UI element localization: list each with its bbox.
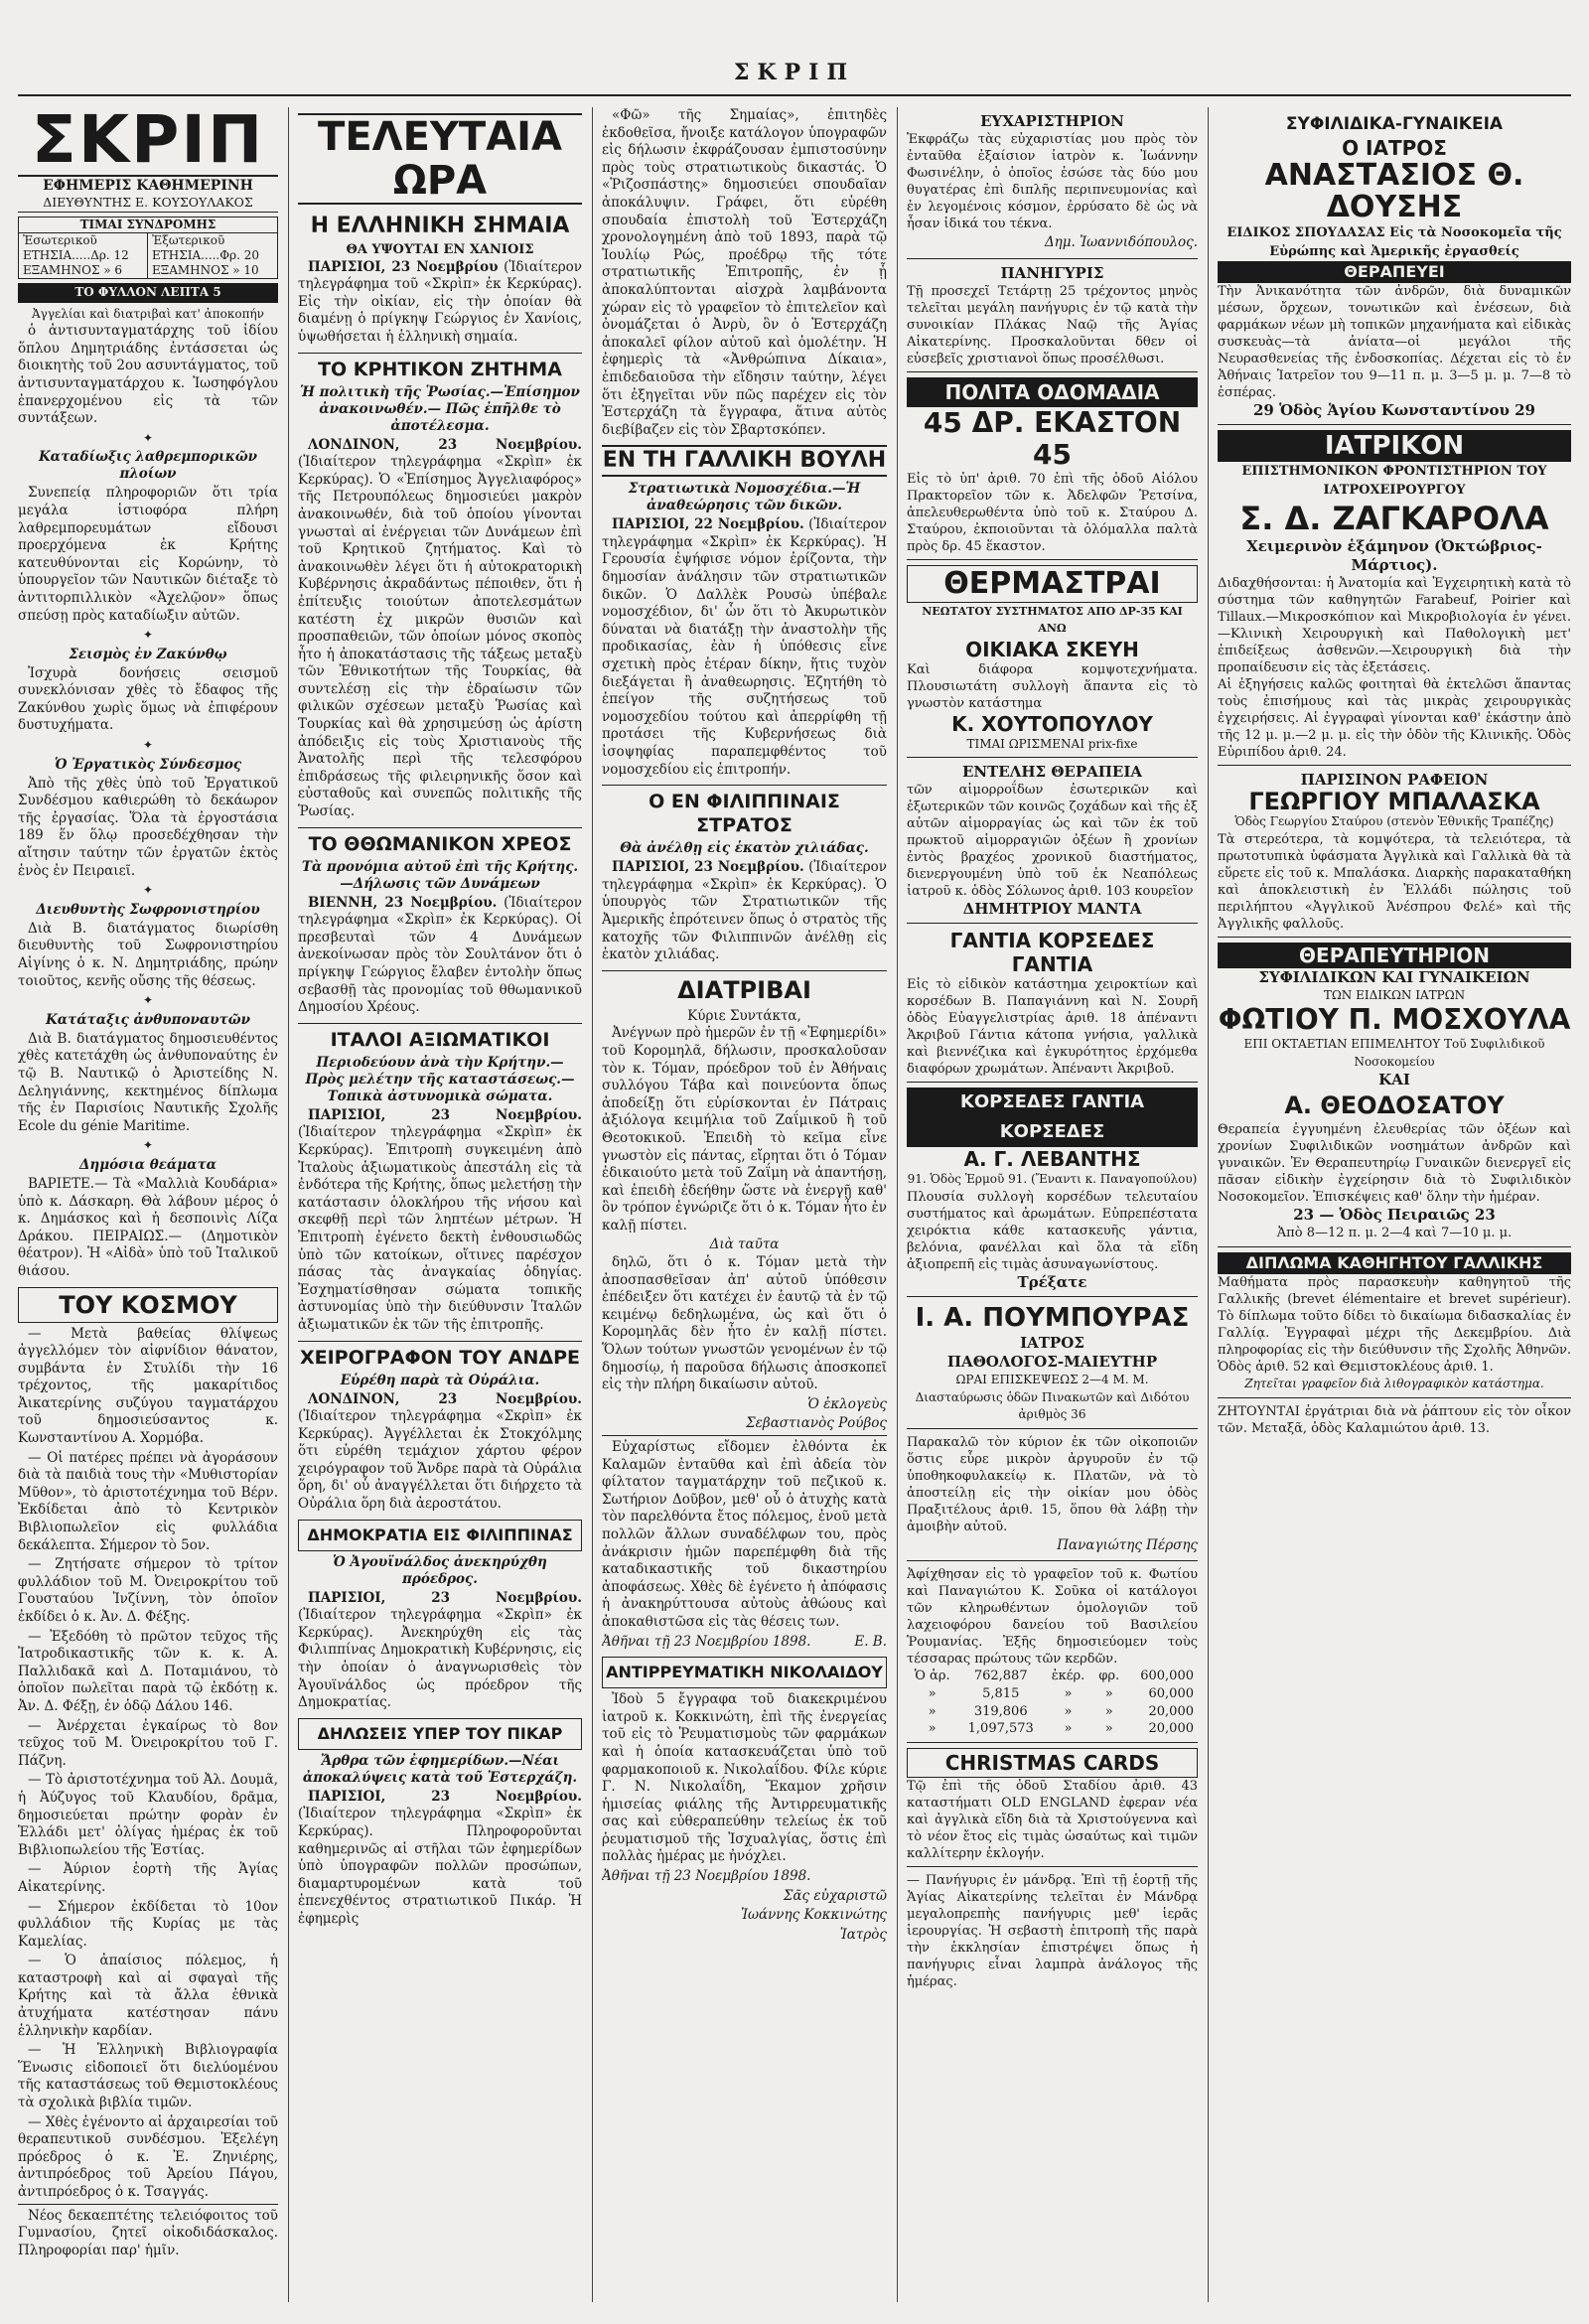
ad-heading: Ι. Α. ΠΟΥΜΠΟΥΡΑΣ bbox=[915, 1302, 1190, 1333]
article-heading: Κατάταξις ἀνθυποναυτῶν bbox=[46, 1011, 250, 1028]
news-item: — Ἀύριον ἑορτὴ τῆς Ἁγίας Αἰκατερίνης. bbox=[18, 1861, 278, 1895]
article-text: Εὐχαρίστως εἴδομεν ἐλθόντα ἐκ Καλαμῶν ἐνταῦθα καὶ ἐπὶ ἀδεία τὸν φίλτατον ταγματάρχην τοῦ πεζικοῦ κ. Σωτήριον Δοῦβον, μεθ' οὗ ὁ ἀτυχὴς κατὰ τὸν παρελθόντα ἔτος πόλεμος, ἐνοῦ μετὰ πολλῶν ἄλλων συναδέλφων του, πρὸς ἀνάκρισιν ἡμῶν παρεπέμφθη διὰ τῆς καταδικαστικῆς τοῦ δικαστηρίου ἀποφάσεως. Χθὲς δὲ ἐγένετο ἡ ἀπόφασις ἡ ἀνακηρύττουσα αὐτοὺς ἀθώους καὶ ἀποκαθιστῶσα εἰς τὰς θέσεις των. bbox=[602, 1435, 887, 1632]
table-cell: » bbox=[928, 1685, 937, 1701]
article-heading: ΔΗΛΩΣΕΙΣ ΥΠΕΡ ΤΟΥ ΠΙΚΑΡ bbox=[298, 1718, 582, 1750]
article-text: (Ἰδιαίτερον τηλεγράφημα «Σκρὶπ» ἐκ Κερκύρας). Ἐπιτροπὴ συγκειμένη ἀπὸ Ἰταλοὺς ἀξιωματικοὺς ἀπεστάλη εἰς τὰ ἐνδότερα τῆς Κρήτης, ὅπως μελετήσῃ τὴν κατάστασιν ὁλοκλήρου τῆς νήσου καὶ σκεφθῇ περὶ τῶν ληπτέων μέτρων. Ἡ Ἐπιτροπὴ ἐγένετο δεκτὴ ἐνθουσιωδῶς ὑπὸ τῶν κατοίκων, οἵτινες παρέσχον πάσας τὰς ἀναγκαίας ὁδηγίας. Ἐσχηματίσθησαν σώματα τοπικῆς ἀστυνομίας ὑπὸ τὴν διεύθυνσιν Ἰταλῶν ἀξιωματικῶν ἐκ τῶν τῆς ἐπιτροπῆς. bbox=[298, 1124, 582, 1333]
table-cell: » bbox=[928, 1721, 937, 1737]
article-subheading: ΘΑ ΥΨΟΥΤΑΙ ΕΝ ΧΑΝΙΟΙΣ bbox=[346, 242, 534, 257]
article-heading: ΤΟ ΘΘΩΜΑΝΙΚΟΝ ΧΡΕΟΣ bbox=[298, 827, 582, 856]
news-item: — Τὸ ἀριστοτέχνημα τοῦ Ἀλ. Δουμᾶ, ἡ Ἀύζυγος τοῦ Κλαυδίου, δρᾶμα, δημοσιεύεται πρώτην φορὰν ἐν Ἑλλάδι μετ' ὀλίγας ἡμέρας ἐκ τοῦ Βιβλιοπωλείου τῆς Ἑστίας. bbox=[18, 1772, 278, 1858]
dateline: ΛΟΝΔΙΝΟΝ, 23 Νοεμβρίου. bbox=[308, 1390, 582, 1407]
column-3 bbox=[602, 107, 887, 2302]
article-text: Ἰσχυρὰ δονήσεις σεισμοῦ συνεκλόνισαν χθὲς τὸ ἔδαφος τῆς Ζακύνθου χωρὶς ὅμως νὰ ἐπιφέρουν δυστυχήματα. bbox=[18, 664, 278, 734]
news-item: — Ὁ ἀπαίσιος πόλεμος, ἡ καταστροφὴ καὶ αἱ σφαγαὶ τῆς Κρήτης καὶ τὰ ἄλλα ἐθνικὰ ἀτυχήματα κατέστησαν πάνυ ἑλληνικὴν καρδίαν. bbox=[18, 1953, 278, 2039]
signature: Ε. Β. bbox=[854, 1633, 887, 1650]
table-cell: ἐκέρ. bbox=[1051, 1669, 1085, 1684]
ad-text: Πλουσία συλλογὴ κορσέδων τελευταίου συστήματος καὶ ἀρωμάτων. Εὐπρεπέστατα χειρόκτια κάθε κατασκευῆς γάντια, βελόνια, φανέλλαι καὶ ὅλα τὰ εἴδη ἀξιοπρεπῆ εἰς τιμὰς ἀσυναγωνίστους. bbox=[907, 1189, 1198, 1272]
article-heading: ΔΗΜΟΚΡΑΤΙΑ ΕΙΣ ΦΙΛΙΠΠΙΝΑΣ bbox=[298, 1520, 582, 1551]
notice-text: Παρακαλῶ τὸν κύριον ἐκ τῶν οἰκοποιῶν ὅστις εὗρε μικρὸν ἀργυροῦν ἐν τῷ ὑποθηκοφυλακείῳ κ. Πλατῶν, νὰ τὸ ἀποστείλῃ εἰς τὴν οἰκίαν μου ὁδὸς Πραξιτέλους ἀριθ. 15, ὅπου θὰ λάβῃ τὴν ἀμοιβὴν αὐτοῦ. bbox=[907, 1434, 1198, 1534]
ad-shop-name: Κ. ΧΟΥΤΟΠΟΥΛΟΥ bbox=[951, 711, 1153, 736]
dateline: ΛΟΝΔΙΝΟΝ, 23 Νοεμβρίου. bbox=[308, 436, 582, 453]
table-cell: » bbox=[928, 1703, 937, 1719]
ad-heading: ΘΕΡΜΑΣΤΡΑΙ bbox=[907, 565, 1198, 603]
article-heading: Ο ΕΝ ΦΙΛΙΠΠΙΝΑΙΣ ΣΤΡΑΤΟΣ bbox=[602, 785, 887, 837]
ad-text: Αἱ ἐξηγήσεις καλῶς φοιτηταὶ θὰ ἐκτελῶσι ἅπαντας τοὺς ἐπισήμους καὶ τὰς μικρὰς χειρουργικὰς ἐγχειρήσεις. Αἱ ἐγγραφαὶ γίνονται καθ' ἑκάστην ἀπὸ τῆς 12 μ. μ.—2 μ. μ. εἰς τὴν ὁδὸν τῆς Κλινικῆς. Ὁδὸς Εὐριπίδου ἀριθ. 24. bbox=[1218, 677, 1571, 760]
signature-prefix: Ὁ ἐκλογεὺς bbox=[807, 1395, 887, 1412]
ad-address: 23 — Ὁδὸς Πειραιῶς 23 bbox=[1293, 1206, 1496, 1225]
table-row bbox=[907, 1668, 1198, 1685]
ad-bar: ΘΕΡΑΠΕΥΕΙ bbox=[1218, 261, 1571, 283]
column-rule bbox=[288, 107, 289, 2302]
article-subheading: Τὰ προνόμια αὐτοῦ ἐπὶ τῆς Κρήτης.—Δήλωσις τῶν Δυνάμεων bbox=[301, 858, 579, 892]
ad-name: Σ. Δ. ΖΑΓΚΑΡΟΛΑ bbox=[1239, 500, 1549, 537]
price-cell: ΕΤΗΣΙΑ.....Φρ. 20 bbox=[152, 248, 259, 262]
ad-text: Τῇ προσεχεῖ Τετάρτῃ 25 τρέχοντος μηνὸς τελεῖται μεγάλη πανήγυρις ἐν τῷ κατὰ τὴν συνοικίαν Πλάκας Ναῷ τῆς Ἁγίας Αἰκατερίνης. Προσκαλοῦνται δθεν οἱ εὐσεβεῖς χριστιανοὶ ὅπως προσέλθωσι. bbox=[907, 283, 1198, 366]
masthead-director: ΔΙΕΥΘΥΝΤΗΣ Ε. ΚΟΥΣΟΥΛΑΚΟΣ bbox=[18, 195, 278, 213]
ad-tailor bbox=[1218, 765, 1571, 937]
article-text: Ἀπὸ τῆς χθὲς ὑπὸ τοῦ Ἐργατικοῦ Συνδέσμου καθιερώθη τὸ δεκάωρον τῆς ἐργασίας. Ὅλα τὰ ἐργοστάσια 189 ἕν ὅλῳ προσεδέχθησαν τὴν αἴτησιν ταύτην τῶν ἐργατῶν ἐκτὸς ἑνὸς ἐν Πειραιεῖ. bbox=[18, 775, 278, 879]
article-text: (Ἰδιαίτερον τηλεγράφημα «Σκρὶπ» ἐκ Κερκύρας). Πληροφοροῦνται καθημερινῶς αἱ στῆλαι τῶν ἐφημερίδων ὑπὸ ὑπογραφῶν πολλῶν προσώπων, διαμαρτυρομένων κατὰ τοῦ ἐπενεχθέντος στρατιωτικοῦ Πικάρ. Ἡ ἐφημερὶς bbox=[298, 1806, 582, 1927]
article-heading: Δημόσια θεάματα bbox=[78, 1156, 217, 1173]
ad-text: Διδαχθήσονται: ἡ Ἀνατομία καὶ Ἐγχειρητικὴ κατὰ τὸ σύστημα τῶν καθηγητῶν Farabeuf, Poirier καὶ Tillaux.—Μικροσκόπιον καὶ Μικροβιολογία ἐν γένει.—Κλινικὴ Χειρουργικὴ καὶ Παθολογικὴ μετ' ἐπιδείξεως ἀσθενῶν.—Χειρουργικὴ διὰ τὴν προπαίδευσιν εἰς τὰς ἐξετάσεις. bbox=[1218, 576, 1571, 675]
article-heading: Η ΕΛΛΗΝΙΚΗ ΣΗΜΑΙΑ bbox=[310, 214, 570, 238]
article-heading: ΙΤΑΛΟΙ ΑΞΙΩΜΑΤΙΚΟΙ bbox=[298, 1023, 582, 1052]
ad-note: ΤΙΜΑΙ ΩΡΙΣΜΕΝΑΙ prix-fixe bbox=[966, 736, 1138, 751]
article-text: Συνεπείᾳ πληροφοριῶν ὅτι τρία μεγάλα ἱστιοφόρα πλήρη λαθρεμπορευμάτων εἴδουσι προερχόμενα ἐκ Κρήτης κατευθύνονται εἰς Κορώνην, τὸ ὑπουργεῖον τῶν Ναυτικῶν διέταξε τὸ ἀντιτορπιλλικὸν «Ἀχελῷον» ὅπως σπεύσῃ πρὸς καταδίωξιν αὐτῶν. bbox=[18, 485, 278, 624]
ad-address: Ὁδὸς Γεωργίου Σταύρου (στενὸν Ἐθνικῆς Τραπέζης) bbox=[1234, 814, 1554, 828]
ad-doctor-dousis bbox=[1218, 107, 1571, 424]
classified-ad: Νέος δεκαεπτέτης τελειόφοιτος τοῦ Γυμνασίου, ζητεῖ οἰκοδιδάσκαλος. Πληροφορίαι παρ' ἡμῖν. bbox=[18, 2204, 278, 2260]
ad-subheading: ΣΥΦΙΛΙΔΙΚΩΝ ΚΑΙ ΓΥΝΑΙΚΕΙΩΝ bbox=[1258, 967, 1530, 986]
dateline: ΠΑΡΙΣΙΟΙ, 23 Νοεμβρίου. bbox=[308, 1788, 582, 1805]
article-heading: ΤΟ ΚΡΗΤΙΚΟΝ ΖΗΤΗΜΑ bbox=[298, 353, 582, 381]
ad-footer: Τρέξατε bbox=[1017, 1272, 1087, 1291]
ad-panegyris bbox=[907, 258, 1198, 371]
section-heading-tou-kosmou: ΤΟΥ ΚΟΣΜΟΥ bbox=[18, 1287, 278, 1323]
table-cell: 20,000 bbox=[1148, 1721, 1194, 1737]
ad-heading: ΠΟΛΙΤΑ ΟΔΟΜΑΔΙΑ bbox=[907, 377, 1198, 407]
article-heading: Σεισμὸς ἐν Ζακύνθῳ bbox=[69, 646, 227, 662]
ad-text: Τὰ στερεότερα, τὰ κομψότερα, τὰ τελειότερα, τὰ πρωτοτυπικὰ ὑφάσματα Ἀγγλικὰ καὶ Γαλλικὰ θὰ τὰ εὕρετε εἰς τοῦ κ. Μπαλάσκα. Διαρκὴς παρακαταθήκη καὶ ἀποκλειστικὴ ἐν Ἑλλάδι πώλησις τοῦ περιλήπτου «Ἀγγλικοῦ Ἀνέσπρου Φελέ» καὶ τῆς Ἀγγλικῆς φαλλοῦς. bbox=[1218, 831, 1571, 932]
ad-corsets bbox=[907, 1082, 1198, 1296]
ad-gloves bbox=[907, 923, 1198, 1082]
star-divider: ✦ bbox=[142, 738, 154, 753]
dateline: ΠΑΡΙΣΙΟΙ, 23 Νοεμβρίου. bbox=[308, 1589, 582, 1606]
ad-specialty: ΕΙΔΙΚΟΣ ΣΠΟΥΔΑΣΑΣ Εἰς τὰ Νοσοκομεῖα τῆς Εὐρώπης καὶ Ἀμερικῆς ἐργασθείς bbox=[1227, 225, 1562, 259]
column-rule bbox=[897, 107, 898, 2302]
table-cell: » bbox=[1064, 1685, 1073, 1701]
notice-lottery bbox=[907, 1560, 1198, 1741]
masthead-subtitle: ΕΦΗΜΕΡΙΣ ΚΑΘΗΜΕΡΙΝΗ bbox=[43, 178, 253, 194]
news-item: — Οἱ πατέρες πρέπει νὰ ἀγοράσουν διὰ τὰ παιδιὰ τους τὴν «Μυθιστορίαν Μῦθον», τὸ ἀριστοτέχνημα τοῦ Βέρν. Ἐκδίδεται ἀπὸ τὸ Κεντρικὸν Βιβλιοπωλεῖον εἰς φυλλάδια δεκάλεπτα. Σήμερον τὸ 5ον. bbox=[18, 1449, 278, 1553]
ad-text: Τὴν Ἀνικανότητα τῶν ἀνδρῶν, διὰ δυναμικῶν μέσων, ὄρχεων, τονωτικῶν καὶ ἐνέσεων, διὰ φαρμάκων νέων μὴ τοπικῶν μηχανήματα καὶ εἰδικὰς συσκευὰς—τὰ ἀνίατα—οἱ μεγάλοι τῆς Νευρασθενείας τῆς ἐνδοσκοπίας. Δέχεται εἰς τὸ ἐν Ἀθήναις Ἰατρεῖον του 9—11 π. μ. 3—5 μ. μ. 7—8 τὸ ἑσπέρας. bbox=[1218, 284, 1571, 400]
news-item: — Ἡ Ἑλληνικὴ Βιβλιογραφία Ἕνωσις εἰδοποιεῖ ὅτι διελύομένου τῆς καταστάσεως τοῦ Θεμιστοκλέους τὰ σχολικὰ βιβλία τιμῶν. bbox=[18, 2042, 278, 2111]
section-heading-diatribai: ΔΙΑΤΡΙΒΑΙ bbox=[602, 970, 887, 1005]
ad-cure bbox=[907, 757, 1198, 923]
table-row bbox=[907, 1703, 1198, 1721]
issue-price-bar: ΤΟ ΦΥΛΛΟΝ ΛΕΠΤΑ 5 bbox=[18, 283, 278, 303]
notice-lost bbox=[907, 1428, 1198, 1561]
ad-conjunction: ΚΑΙ bbox=[1378, 1071, 1410, 1089]
ad-doctor-poumpouras bbox=[907, 1296, 1198, 1428]
ad-text: τῶν αἱμορροΐδων ἐσωτερικῶν καὶ ἐξωτερικῶν τῶν κοινῶς ζοχάδων καὶ τῆς ἐξ αὐτῶν αἱμορραγίας ὡς καὶ τῶν ἐκ τοῦ πρωκτοῦ αἱμορραγιῶν ὀξέων ἢ χρονίων ἐντὸς βραχέος χρονικοῦ διαστήματος, διενεργουμένη ὑπὸ τοῦ ἐκ Νεαπόλεως ἰατροῦ κ. ὁδὸς Σόλωνος ἀριθ. 103 κουρεῖον bbox=[907, 783, 1198, 900]
star-divider: ✦ bbox=[142, 628, 154, 643]
price-cell: ΕΞΑΜΗΝΟΣ » 6 bbox=[19, 263, 148, 278]
column-rule bbox=[1208, 107, 1209, 2302]
ad-name: ΔΗΜΗΤΡΙΟΥ ΜΑΝΤΑ bbox=[962, 900, 1142, 919]
article-heading: Ὁ Ἐργατικὸς Σύνδεσμος bbox=[54, 756, 242, 773]
ad-shop-name: Α. Γ. ΛΕΒΑΝΤΗΣ bbox=[963, 1147, 1141, 1172]
news-item: — Μετὰ βαθείας θλίψεως ἀγγελλόμεν τὸν αἰφνίδιον θάνατον, συμβάντα ἐν Στυλίδι τὴν 16 τρέχοντος, τῆς μακαρίτιδος Ἀικατερίνης συζύγου ταγματάρχου τοῦ δημοσιεύσαντος κ. Κωνσταντίνου Α. Χορμόβα. bbox=[18, 1325, 278, 1447]
ad-subheading: ΟΙΚΙΑΚΑ ΣΚΕΥΗ bbox=[965, 637, 1139, 661]
ad-heading: ΔΙΠΛΩΜΑ ΚΑΘΗΓΗΤΟΥ ΓΑΛΛΙΚΗΣ bbox=[1218, 1252, 1571, 1274]
signature: Δημ. Ἰωαννιδόπουλος. bbox=[1044, 234, 1198, 250]
ad-french-diploma bbox=[1218, 1246, 1571, 1397]
article-heading: ΑΝΤΙΡΡΕΥΜΑΤΙΚΗ ΝΙΚΟΛΑΙΔΟΥ bbox=[602, 1657, 887, 1688]
ad-heading: ΑΝΑΣΤΑΣΙΟΣ Θ. ΔΟΥΣΗΣ bbox=[1264, 158, 1524, 224]
table-cell: 5,815 bbox=[982, 1685, 1020, 1701]
article-text: ΒΑΡΙΕΤΕ.— Τὰ «Μαλλιὰ Κουδάρια» ὑπὸ κ. Δάσκαρη. Θὰ λάβουν μέρος ὁ κ. Δημάσκος καὶ ἡ δεσποινὶς Λίζα Δράκου. ΠΕΙΡΑΙΩΣ.— (Δημοτικὸν θέατρον). Ἡ «Αἰδὰ» ὑπὸ τοῦ Ἰταλικοῦ θιάσου. bbox=[18, 1175, 278, 1279]
article-subheading: Θὰ ἀνέλθῃ εἰς ἑκατὸν χιλιάδας. bbox=[620, 840, 869, 857]
notice-festival bbox=[907, 1866, 1198, 1994]
news-item: — Σήμερον ἐκδίδεται τὸ 10ον φυλλάδιον τῆς Κυρίας με τὰς Καμελίας. bbox=[18, 1898, 278, 1950]
table-row bbox=[907, 1720, 1198, 1738]
table-cell: 319,806 bbox=[973, 1703, 1028, 1719]
ad-christmas-cards bbox=[907, 1742, 1198, 1866]
article-text: (Ἰδιαίτερον τηλεγράφημα «Σκρὶπ» ἐκ Κερκύρας). Ἀνεκηρύχθη εἰς τὰς Φιλιππίνας Δημοκρατικὴ Κυβέρνησις, εἰς τὴν ὁποίαν ὁ ἀναγνωρισθεὶς τὸν Ἀγουϊνάλδος ὡς πρόεδρον τῆς Δημοκρατίας. bbox=[298, 1607, 582, 1711]
article-text: «Φῶ» τῆς Σημαίας», ἐπιτηδὲς ἐκδοθεῖσα, ἤνοιξε κατάλογον ὑπογραφῶν εἰς δήλωσιν ἐκφράζουσαν ἐμπιστοσύνην πρὸς τοὺς στρατιωτικοὺς δικαστάς. Ὁ «Ῥιζοσπάστης» δημοσιεύει σπουδαῖαν ἀποκάλυψιν. Γράφει, ὅτι εὑρέθη σπουδαία ἐπιστολὴ τοῦ Ἐστερχάζη χρονολογημένη ἀπὸ τοῦ 1893, παρὰ τῷ Ἰουλίῳ Ρώς, προέδρῳ τῆς τότε στρατιωτικῆς Ἐπιτροπῆς, ἐν ᾗ ἀποκαλύπτονται αἰσχρὰ λαμβάνοντα χώραν εἰς τὸ γραφεῖον τὸ ἐπιτελεῖον καὶ ὀνομάζεται ὁ Ἀνρὺ, ὃν ὁ Ἐστερχάζη ἀποκαλεῖ φίλον αὐτοῦ καὶ ὁμολέτην. Ἡ ἐφημερὶς τὰ «Ἀνθρώπινα Δίκαια», ἐπιδεδαιοῦσα τὴν εἴδησιν ταύτην, λέγει ὅτι ἐξηγεῖται νῦν πῶς παρέχεν εἰς τὸν Ἐστερχάζη τὰ ἔγγραφα, ἅτινα αὐτὸς διεβίβαζεν εἰς τὸν Σβαρτσκόπεν. bbox=[602, 107, 887, 438]
column-5 bbox=[1218, 107, 1571, 2302]
article-text: Ἀνέγνων πρὸ ἡμερῶν ἐν τῇ «Ἐφημερίδι» τοῦ Κορομηλᾶ, δήλωσιν, προσκαλοῦσαν τὸν κ. Τόμαν, πρόεδρον τοῦ ἐν Ἀθήναις συλλόγου Τάβα καὶ ποινεύοντα ὅπως ἀποδείξῃ ὅτι εὑρίσκονται ἐν Πάτραις ἀξιόλογα κειμήλια τοῦ Ζαΐμικοῦ ἢ τοῦ Θεοτοκικοῦ. Ἐπειδὴ τὸ κεῖμα εἶνε γνωστὸν εἰς πάντας, εἴρηται ὅτι ὁ Τόμαν ἐδικαιούτο μετὰ τοῦ Ζαΐμη νὰ ἀπαντήσῃ, καὶ ἐπειδὴ ἐδεήθην ὥστε νὰ ἐνεργῇ καθ' ὃν τρόπον ἐγνώριζε ὅτι ὁ κ. Τόμαν ἦτο ἐν καλῇ πίστει. bbox=[602, 1025, 887, 1234]
ad-price: 45 ΔΡ. ΕΚΑΣΤΟΝ 45 bbox=[923, 405, 1182, 471]
table-cell: Ὁ ἀρ. bbox=[914, 1669, 950, 1684]
table-cell: 1,097,573 bbox=[967, 1721, 1034, 1737]
article-subheading: Εὑρέθη παρὰ τὰ Οὐράλια. bbox=[340, 1372, 540, 1388]
price-cell: ΕΤΗΣΙΑ.....Δρ. 12 bbox=[19, 248, 148, 263]
table-cell: φρ. bbox=[1098, 1669, 1120, 1684]
table-cell: » bbox=[1104, 1703, 1113, 1719]
star-divider: ✦ bbox=[142, 430, 154, 445]
ad-thanks bbox=[907, 107, 1198, 258]
ad-text: Ἐκφράζω τὰς εὐχαριστίας μου πρὸς τὸν ἐνταῦθα ἐξαίσιον ἰατρὸν κ. Ἰωάννην Φωσινέλην, ὁ ὁποῖος ἐσώσε τὰς δύο μου θυγατέρας ἐπὶ διπλῆς περιπνευμονίας καὶ ἐν λεγομένοις κόσμον, ἐρρύσατο δὲ ὡς νὰ ἦσαν ἰδικά του τέκνα. bbox=[907, 132, 1198, 231]
ad-heading: ΠΑΝΗΓΥΡΙΣ bbox=[1000, 263, 1104, 282]
ad-name: ΓΕΩΡΓΙΟΥ ΜΠΑΛΑΣΚΑ bbox=[1248, 788, 1540, 815]
ad-hours: Ἀπὸ 8—12 π. μ. 2—4 καὶ 7—10 μ. μ. bbox=[1276, 1226, 1513, 1241]
table-cell: 600,000 bbox=[1140, 1669, 1194, 1684]
ad-role: ΕΠΙ ΟΚΤΑΕΤΙΑΝ ΕΠΙΜΕΛΗΤΟΥ Τοῦ Συφιλιδικοῦ Νοσοκομείου bbox=[1243, 1037, 1545, 1069]
article-text: (Ἰδιαίτερον τηλεγράφημα τοῦ «Σκρὶπ» ἐκ Κερκύρας). Εἰς τὴν οἰκίαν, εἰς τὴν ὁποίαν θὰ διαμένῃ ὁ πρίγκηψ Γεώργιος ἐν Χανίοις, ὑψωθήσεται ἡ ἑλληνικὴ σημαία. bbox=[298, 258, 582, 345]
ad-subheading: ΝΕΩΤΑΤΟΥ ΣΥΣΤΗΜΑΤΟΣ ΑΠΟ ΔΡ-35 ΚΑΙ ΑΝΩ bbox=[922, 604, 1183, 636]
signature-title: Ἰατρὸς bbox=[839, 1926, 887, 1943]
ad-heading: ΠΑΡΙΣΙΝΟΝ ΡΑΦΕΙΟΝ bbox=[1300, 771, 1489, 789]
dateline: ΠΑΡΙΣΙΟΙ, 23 Νοεμβρίου bbox=[308, 258, 499, 275]
ad-wanted bbox=[1218, 1397, 1571, 1441]
news-item: — Ἀνέρχεται ἐγκαίρως τὸ 8ον τεῦχος τοῦ Μ. Ὀνειροκρίτου τοῦ Γ. Πάζνη. bbox=[18, 1717, 278, 1769]
notice-date: Ἀθῆναι τῇ 23 Νοεμβρίου 1898. bbox=[602, 1868, 811, 1885]
letter-subheading: Διὰ ταῦτα bbox=[709, 1236, 780, 1253]
star-divider: ✦ bbox=[142, 993, 154, 1008]
news-item: — Ἐξεδόθη τὸ πρῶτον τεῦχος τῆς Ἰατροδικαστικῆς τῶν κ. κ. Α. Παλλιδακᾶ καὶ Δ. Ποταμιάνου, τὸ ὁποῖον πωλεῖται παρὰ τῷ ἐκδότῃ κ. Ἀν. Δ. Φέξῃ, ἐν ὁδῷ Δάλου 146. bbox=[18, 1628, 278, 1714]
table-cell: 20,000 bbox=[1148, 1703, 1194, 1719]
ad-subheading: ΕΠΙΣΤΗΜΟΝΙΚΟΝ ΦΡΟΝΤΙΣΤΗΡΙΟΝ ΤΟΥ ΙΑΤΡΟΧΕΙΡΟΥΡΓΟΥ bbox=[1241, 464, 1547, 498]
ad-text: ΖΗΤΟΥΝΤΑΙ ἐργάτριαι διὰ νὰ ῥάπτουν εἰς τὸν οἶκον τῶν. Μεταξᾶ, ὁδὸς Καλαμιώτου ἀριθ. 13. bbox=[1218, 1403, 1571, 1436]
ad-coats bbox=[907, 371, 1198, 559]
ad-address: 29 Ὁδὸς Ἁγίου Κωνσταντίνου 29 bbox=[1252, 401, 1535, 419]
ad-text: Καὶ διάφορα κομψοτεχνήματα. Πλουσιωτάτη συλλογὴ ἅπαντα εἰς τὸ γνωστὸν κατάστημα bbox=[907, 661, 1198, 711]
dateline: ΒΙΕΝΝΗ, 23 Νοεμβρίου. bbox=[308, 894, 498, 911]
column-4 bbox=[907, 107, 1198, 2302]
ad-note: Ζητεῖται γραφεῖον διὰ λιθογραφικὸν κατάστημα. bbox=[1244, 1376, 1544, 1390]
article-text: (Ἰδιαίτερον τηλεγράφημα «Σκρὶπ» ἐκ Κερκύρας). Ὁ ὑπουργὸς τῶν Στρατιωτικῶν τῆς Ἀμερικῆς ἐπρότεινεν ὅπως ὁ στρατὸς τῆς κατοχῆς τῶν Φιλιππινῶν ἀνέλθῃ εἰς ἑκατὸν χιλιάδας. bbox=[602, 859, 887, 963]
lottery-table bbox=[907, 1668, 1198, 1737]
signature: Παναγιώτης Πέρσης bbox=[1057, 1536, 1198, 1553]
table-cell: 60,000 bbox=[1148, 1685, 1194, 1701]
table-cell: 762,887 bbox=[973, 1669, 1028, 1684]
dateline: ΠΑΡΙΣΙΟΙ, 23 Νοεμβρίου. bbox=[612, 859, 804, 876]
ad-stoves bbox=[907, 559, 1198, 758]
notice-text: — Πανήγυρις ἐν μάνδρᾳ. Ἐπὶ τῇ ἑορτῇ τῆς Ἁγίας Αἰκατερίνης τελεῖται ἐν Μάνδρᾳ μεγαλοπρεπὴς πανήγυρις μεθ' ἱερᾶς ἱερουργίας. Ἡ σεβαστὴ ἐπιτροπὴ τῆς παρὰ τὴν ἐκκλησίαν ἐπιστρέψει ὅπως ἡ πανήγυρις εἶναι λαμπρὰ ἀνάλογος τῆς ἡμέρας. bbox=[907, 1872, 1198, 1989]
ad-text: Εἰς τὸ εἰδικὸν κατάστημα χειροκτίων καὶ κορσέδων Β. Παπαγιάννη καὶ Ν. Σουρῆ ὁδὸς Εὐαγγελιστρίας ἀριθ. 18 ἀπέναντι Ἀκριβοῦ Γάντια κάτοπα γνήσια, γαλλικὰ καὶ βιεννέζικα καὶ ἐγκυρότητος ἐρχόμεθα διαφόρων χρωμάτων. Ἀπέναντι Ἀκριβοῦ. bbox=[907, 977, 1198, 1078]
notice-text: Ἀφίχθησαν εἰς τὸ γραφεῖον τοῦ κ. Φωτίου καὶ Παναγιώτου Κ. Σοῦκα οἱ κατάλογοι τῶν κληρωθέντων ὁμολογιῶν τοῦ λαχειοφόρου δανείου τοῦ Βασιλείου Ῥουμανίας. Ἐξῆς δημοσιεύομεν τοὺς τέσσαρας πρώτους τῶν κερδῶν. bbox=[907, 1567, 1198, 1668]
star-divider: ✦ bbox=[142, 883, 154, 898]
ad-title: Ο ΙΑΤΡΟΣ bbox=[1342, 136, 1447, 160]
ad-hours: ΩΡΑΙ ΕΠΙΣΚΕΨΕΩΣ 2—4 Μ. Μ. bbox=[955, 1372, 1149, 1386]
masthead-title: ΣΚΡΙΠ bbox=[18, 107, 278, 177]
signature: Ἰωάννης Κοκκινώτης bbox=[740, 1907, 887, 1924]
ad-text: Εἰς τὸ ὑπ' ἀριθ. 70 ἐπὶ τῆς ὁδοῦ Αἰόλου Πρακτορεῖον τῶν κ. Ἀδελφῶν Ῥετσίνα, ἀπελευθερωθέντα ὑπὸ τοῦ κ. Σταύρου Δ. Σταύρου, ἐκποιοῦνται τὰ ὁλόμαλλα παλτὰ πρὸς δρ. 45 ἕκαστον. bbox=[907, 471, 1198, 554]
column-2 bbox=[298, 107, 582, 2302]
table-cell: » bbox=[1104, 1685, 1113, 1701]
article-text: (Ἰδιαίτερον τηλεγράφημα «Σκρὶπ» ἐκ Κερκύρας). Ἀγγέλλεται ἐκ Στοκχόλμης ὅτι εὑρέθη τεμάχιον χάρτου φέρον χειρόγραφον τοῦ Ἄνδρε παρὰ τὰ Οὐράλια ὅρη, δι' οὗ ἀναγγέλλεται ὅτι διήρχετο τὰ Οὐράλια ὅρη διὰ ἀεροστάτου. bbox=[298, 1408, 582, 1513]
article-text: ὁ ἀντισυνταγματάρχης τοῦ ἰδίου ὅπλου Δημητριάδης ἐντάσσεται ὡς διοικητὴς τοῦ 2ου ασυντάγματος, τοῦ ἀντισυνταγματάρχου κ. Ἰωσηφόγλου ἐπανερχομένου εἰς τὰ τῶν συντάξεων. bbox=[18, 323, 278, 427]
article-subheading: Ὁ Ἀγουϊνάλδος ἀνεκηρύχθη πρόεδρος. bbox=[333, 1553, 547, 1587]
table-cell: » bbox=[1064, 1721, 1073, 1737]
ad-address: Διασταύρωσις ὁδῶν Πινακωτῶν καὶ Διδότου ἀριθμὸς 36 bbox=[915, 1389, 1190, 1422]
signature: Σεβαστιανὸς Ρούβος bbox=[746, 1415, 887, 1432]
ad-heading: ΕΝΤΕΛΗΣ ΘΕΡΑΠΕΙΑ bbox=[961, 763, 1143, 782]
price-cell: Ἐξωτερικοῦ bbox=[152, 233, 225, 247]
star-divider: ✦ bbox=[142, 1138, 154, 1153]
article-subheading: Ἄρθρα τῶν ἐφημερίδων.—Νέαι ἀποκαλύψεις κατὰ τοῦ Ἐστερχάζη. bbox=[302, 1752, 578, 1786]
subscription-grid bbox=[19, 233, 277, 278]
article-subheading: Στρατιωτικὰ Νομοσχέδια.—Ἡ ἀναθεώρησις τῶν δικῶν. bbox=[628, 481, 861, 514]
ad-semester: Χειμερινὸν ἑξάμηνον (Ὀκτώβριος-Μάρτιος). bbox=[1246, 537, 1542, 574]
dateline: ΠΑΡΙΣΙΟΙ, 23 Νοεμβρίου. bbox=[308, 1106, 582, 1123]
article-text: Διὰ Β. διατάγματος διωρίσθη διευθυντὴς τοῦ Σωφρονιστηρίου Αἰγίνης ὁ κ. Ν. Δημητριάδης, πρώην τοιοῦτος, κενῆς οὔσης τῆς θέσεως. bbox=[18, 920, 278, 989]
ad-address: 91. Ὁδὸς Ἑρμοῦ 91. (Ἔναντι κ. Παναγοπούλου) bbox=[907, 1172, 1198, 1187]
column-rule bbox=[592, 107, 593, 2302]
ad-heading: ΕΥΧΑΡΙΣΤΗΡΙΟΝ bbox=[980, 112, 1124, 130]
ad-heading: ΙΑΤΡΙΚΟΝ bbox=[1218, 430, 1571, 462]
subscription-header: ΤΙΜΑΙ ΣΥΝΔΡΟΜΗΣ bbox=[19, 218, 277, 233]
letter-salutation: Κύριε Συντάκτα, bbox=[687, 1007, 801, 1024]
subscription-box bbox=[18, 217, 278, 279]
column-1 bbox=[18, 107, 278, 2302]
table-row bbox=[907, 1685, 1198, 1703]
article-heading: ΧΕΙΡΟΓΡΑΦΟΝ ΤΟΥ ΑΝΔΡΕ bbox=[298, 1341, 582, 1370]
article-text: (Ἰδιαίτερον τηλεγράφημα «Σκρὶπ» ἐκ Κερκύρας). Ὁ «Ἐπίσημος Ἀγγελιαφόρος» τῆς Πετρουπόλεως δημοσιεύει μακρὸν ἀνακοινωθέν, διὰ τοῦ ὁποίου γίνονται γνωσταὶ αἱ ἐνέργειαι τῶν Δυνάμεων ἐπὶ τοῦ Κρητικοῦ ζητήματος. Καὶ τὸ ἀνακοινωθὲν λέγει ὅτι ἡ αὐτοκρατορικὴ Κυβέρνησις ἀκραδάντως πέποιθεν, ὅτι ἡ ἐπίτευξις τοιούτων ἀποτελεσμάτων κατέστη ἐχ μικρῶν θυσιῶν καὶ προσπαθειῶν, τῶν ὁποίων μόνος σκοπὸς ἦτο ἡ ἀποκατάστασις τῆς τάξεως μεταξὺ τῶν Ἐθνικοτήτων τῆς Τουρκίας, θὰ συντελέσῃ εἰς τὴν ἑδραίωσιν τῶν φιλικῶν σχέσεων μεταξὺ Ῥωσίας καὶ Τουρκίας καὶ θὰ χρησιμεύσῃ ὡς ἀρίστη ἀπόδειξις εἰς τοὺς Χριστιανοὺς τῆς Ἀνατολῆς περὶ τῆς τελεσφόρου ἐπιδράσεως τῆς φιλειρηνικῆς ὅσον καὶ εὐσταθοῦς καὶ συνεπῶς πολιτικῆς τῆς Ῥωσίας. bbox=[298, 454, 582, 820]
ad-subheading: ΤΩΝ ΕΙΔΙΚΩΝ ΙΑΤΡΩΝ bbox=[1323, 987, 1466, 1002]
article-heading: ΕΝ ΤΗ ΓΑΛΛΙΚΗ ΒΟΥΛΗ bbox=[602, 445, 887, 477]
news-item: — Ζητήσατε σήμερον τὸ τρίτον φυλλάδιον τοῦ Μ. Ὀνειροκρίτου τοῦ Γουσταύου Ἰνζίννη, τὸν ὁποῖον ἐκδίδει ὁ κ. Ἀν. Δ. Φέξης. bbox=[18, 1556, 278, 1625]
ad-specialty: ΠΑΘΟΛΟΓΟΣ-ΜΑΙΕΥΤΗΡ bbox=[946, 1352, 1158, 1371]
top-rule bbox=[18, 94, 1571, 96]
article-heading: Διευθυντὴς Σωφρονιστηρίου bbox=[36, 901, 260, 918]
notice-date: Ἀθῆναι τῇ 23 Νοεμβρίου 1898. bbox=[602, 1633, 811, 1650]
dateline: ΠΑΡΙΣΙΟΙ, 22 Νοεμβρίου. bbox=[612, 516, 804, 533]
running-head: ΣΚΡΙΠ bbox=[733, 60, 856, 85]
ad-text: Θεραπεία ἐγγυημένη ἐλευθερίας τῶν ὀξέων καὶ χρονίων Συφιλιδικῶν νοσημάτων ἀνδρῶν καὶ γυναικῶν. Ἐν Θεραπευτηρίῳ Γυναικῶν διενεργεῖ εἰς πᾶσαν εἰδικὴν ἐγχείρησιν διὰ τὸ Συφιλιδικὸν Νοσοκομεῖον. Ἐπισκέψεις καθ' ὅλην τὴν ἡμέραν. bbox=[1218, 1122, 1571, 1206]
ad-heading: ΓΑΝΤΙΑ ΚΟΡΣΕΔΕΣ ΓΑΝΤΙΑ bbox=[949, 929, 1155, 977]
ad-subheading: ΙΑΤΡΟΣ bbox=[1020, 1333, 1084, 1352]
ads-note: Ἀγγελίαι καὶ διατριβαὶ κατ' ἀποκοπήν bbox=[32, 306, 264, 321]
ad-text: Μαθήματα πρὸς παρασκευὴν καθηγητοῦ τῆς Γαλλικῆς (brevet élémentaire et brevet supérieur). Τὸ δίπλωμα τοῦτο δίδει τὸ δικαίωμα διδασκαλίας ἐν Γαλλίᾳ. Ἐγγραφαὶ μέχρι τῆς Δεκεμβρίου. Διὰ πληροφορίας εἰς τὴν διεύθυνσιν τῆς Σχολῆς Ἀθηνῶν. Ὁδὸς ἀριθ. 52 καὶ Θεμιστοκλέους ἀριθ. 1. bbox=[1218, 1274, 1571, 1375]
last-hour-heading: ΤΕΛΕΥΤΑΙΑ ΩΡΑ bbox=[298, 113, 582, 205]
article-text: δηλῶ, ὅτι ὁ κ. Τόμαν μετὰ τὴν ἀποσπασθεῖσαν ἀπ' αὐτοῦ ὑπόθεσιν ἐπέδειξεν ὅτι κατέχει ἐν ἑαυτῷ τὰ ἐν τῷ κειμένῳ δεδηλωμένα, ὡς καὶ ὅτι ὁ Κορομηλᾶς δὲν ἦτο ἐν καλῇ πίστει. Ὅλων τούτων γνωστῶν γενομένων ἐν τῷ δημοσίῳ, ἡ παροῦσα δήλωσις ἀποσκοπεῖ εἰς τὴν πλήρη δικαίωσιν αὐτοῦ. bbox=[602, 1254, 887, 1393]
ad-clinic bbox=[1218, 424, 1571, 765]
article-subheading: Ἡ πολιτικὴ τῆς Ῥωσίας.—Ἐπίσημον ἀνακοινωθέν.— Πῶς ἐπῆλθε τὸ ἀποτέλεσμα. bbox=[300, 383, 580, 434]
ad-heading: CHRISTMAS CARDS bbox=[907, 1748, 1198, 1778]
article-text: Διὰ Β. διατάγματος δημοσιευθέντος χθὲς κατετάχθη ὡς ἀνθυποναύτης ἐν τῷ Β. Ναυτικῷ ὁ Ἀριστείδης Ν. Δεληγιάννης, κεκτημένος δίπλωμα τῆς ἐν Παρισίοις Ναυτικῆς Σχολῆς Ecole du génie Maritime. bbox=[18, 1030, 278, 1134]
ad-text: Τῷ ἐπὶ τῆς ὁδοῦ Σταδίου ἀριθ. 43 καταστήματι OLD ENGLAND ἐφεραν νέα καὶ ἀγγλικὰ εἴδη διὰ τὰ Χριστούγεννα καὶ τὸ νέον ἔτος εἰς τιμὰς ὡσαύτως καὶ τιμῶν καλλίτερην ἐκλογήν. bbox=[907, 1778, 1198, 1861]
ad-heading: ΘΕΡΑΠΕΥΤΗΡΙΟΝ bbox=[1218, 943, 1571, 968]
ad-name: ΦΩΤΙΟΥ Π. ΜΟΣΧΟΥΛΑ bbox=[1218, 1003, 1571, 1037]
table-cell: » bbox=[1064, 1703, 1073, 1719]
signature-prefix: Σᾶς εὐχαριστῶ bbox=[783, 1887, 887, 1904]
article-heading: Καταδίωξις λαθρεμπορικῶν πλοίων bbox=[38, 449, 258, 483]
table-cell: » bbox=[1104, 1721, 1113, 1737]
article-text: (Ἰδιαίτερον τηλεγράφημα «Σκρὶπ» ἐκ Κερκύρας). Οἱ πρεσβευταὶ τῶν 4 Δυνάμεων ἀνεκοίνωσαν πρὸς τὸν Σουλτάνον ὅτι ὁ πρίγκηψ Γεώργιος ἔλαβεν ἐντολὴν ὅπως σεβασθῇ τὰς προνομίας τοῦ θθωμανικοῦ Δημοσίου Χρέους. bbox=[298, 894, 582, 1016]
ad-category: ΣΥΦΙΛΙΔΙΚΑ-ΓΥΝΑΙΚΕΙΑ bbox=[1285, 114, 1504, 134]
article-text: (Ἰδιαίτερον τηλεγράφημα «Σκρὶπ» ἐκ Κερκύρας). Ἡ Γερουσία ἐψήφισε νόμον ἐρίζοντα, τὴν δημοσίαν ἀνάλησιν τῶν στρατιωτικῶν δικῶν. Ὁ Δαλλὲκ Ρουσὼ ὑπέβαλε νομοσχέδιον, δι' ὧν ὅτι τὸ Ἀκυρωτικὸν δύναται νὰ διατάξῃ τὴν ἀναστολὴν τῆς προδικασίας, ἐὰν ἡ ὑπόθεσις εἶνε σχετικὴ πρὸς ἑτέραν δίκην, ἥτις τυχὸν διεξάγεται ἢ ἀναθεωρησις. Ἐζητήθη τὸ ἐπείγον τῆς συζητήσεως τοῦ νομοσχεδίου τούτου καὶ ἀπερρίφθη τῇ προτάσει τῆς Κυβερνήσεως διὰ ἰσοψηφίας παραπεμφθέντος τοῦ νομοσχεδίου εἰς ἐπιτροπήν. bbox=[602, 516, 887, 778]
article-subheading: Περιοδεύουν ἀνὰ τὴν Κρήτην.—Πρὸς μελέτην τῆς καταστάσεως.—Τοπικὰ ἀστυνομικὰ σώματα. bbox=[305, 1054, 575, 1104]
news-item: — Χθὲς ἐγένοντο αἱ ἀρχαιρεσίαι τοῦ θεραπευτικοῦ συνδέσμου. Ἐξελέγη πρόεδρος ὁ κ. Ἐ. Ζηνιέρης, ἀντιπρόεδρος τοῦ Ἀρείου Πάγου, ἀντιπρόεδρος ὁ κ. Τσαγγάς. bbox=[18, 2113, 278, 2200]
price-cell: ΕΞΑΜΗΝΟΣ » 10 bbox=[152, 263, 259, 277]
article-text: Ἰδοὺ 5 ἔγγραφα τοῦ διακεκριμένου ἰατροῦ κ. Κοκκινώτη, ἐπὶ τῆς ἐνεργείας τοῦ εἰς τὸ Ῥευματισμοὺς τῶν φαρμάκων καὶ ἡ ὁποία κατασκευάζεται ὑπὸ τοῦ φαρμακοποιοῦ κ. Νικολαΐδου. Φίλε κύριε Γ. Ν. Νικολαΐδη, Ἔκαμον χρῆσιν ἡμισείας φιάλης τῆς Ἀντιρρευματικῆς σας καὶ εὐθεραπεύθην τελείως ἐκ τοῦ ῥευματισμοῦ τῆς Ἰσχυαλγίας, ὅστις ἐπὶ πολλὰς ἡμέρας με ἠνόχλει. bbox=[602, 1691, 887, 1865]
ad-name: Α. ΘΕΟΔΟΣΑΤΟΥ bbox=[1284, 1091, 1505, 1120]
ad-heading: ΚΟΡΣΕΔΕΣ ΓΑΝΤΙΑ ΚΟΡΣΕΔΕΣ bbox=[907, 1088, 1198, 1147]
price-cell: Ἐσωτερικοῦ bbox=[19, 233, 148, 248]
ad-therapeuterion bbox=[1218, 937, 1571, 1246]
